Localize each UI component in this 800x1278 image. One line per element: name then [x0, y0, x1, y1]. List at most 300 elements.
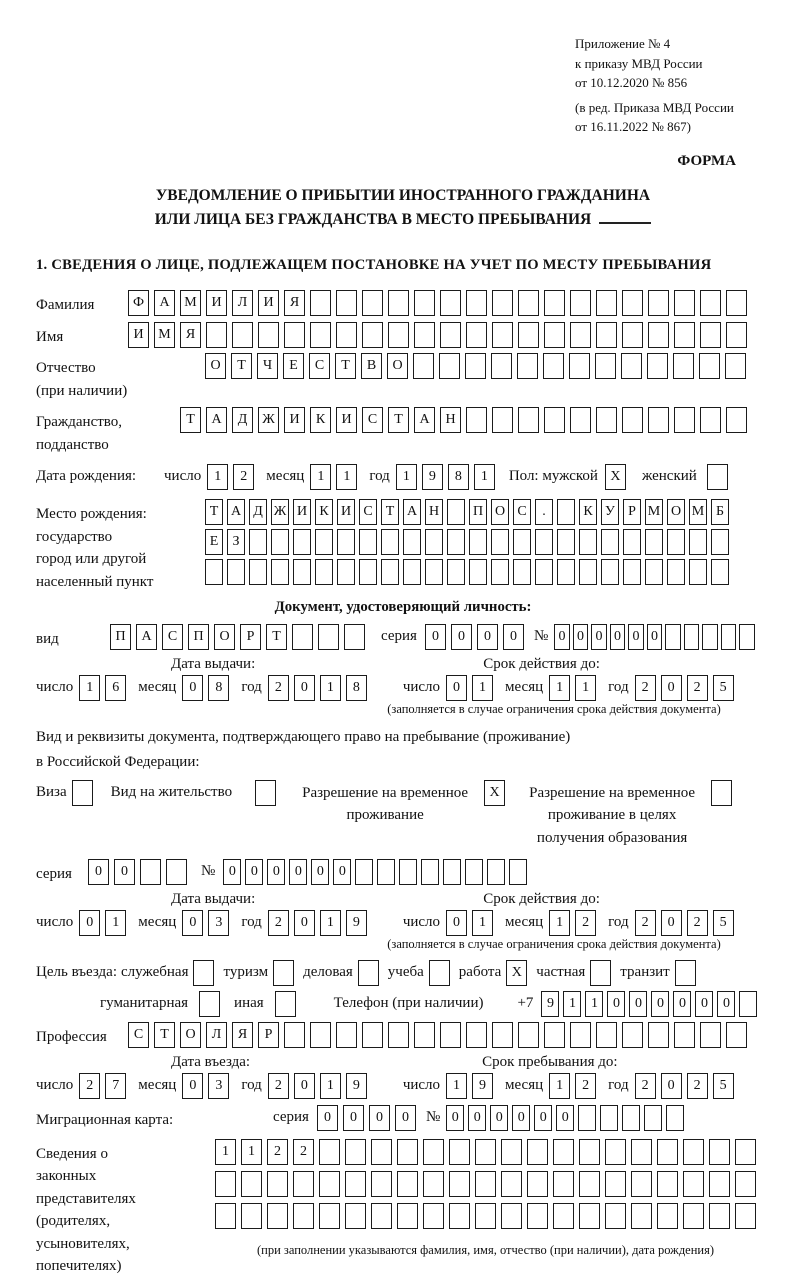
char-box[interactable]: 0	[446, 1105, 464, 1131]
char-box[interactable]	[600, 1105, 618, 1131]
char-box[interactable]	[403, 559, 421, 585]
char-box[interactable]: 0	[182, 675, 203, 701]
char-box[interactable]	[518, 407, 539, 433]
char-box[interactable]	[648, 1022, 669, 1048]
char-box[interactable]: 0	[661, 675, 682, 701]
char-box[interactable]	[371, 1139, 392, 1165]
char-box[interactable]: 2	[233, 464, 254, 490]
char-box[interactable]	[271, 529, 289, 555]
char-box[interactable]: Л	[206, 1022, 227, 1048]
char-box[interactable]: И	[206, 290, 227, 316]
char-box[interactable]	[440, 290, 461, 316]
char-box[interactable]: 2	[79, 1073, 100, 1099]
char-box[interactable]	[423, 1171, 444, 1197]
char-box[interactable]	[492, 322, 513, 348]
char-box[interactable]	[310, 290, 331, 316]
char-box[interactable]	[475, 1203, 496, 1229]
purpose-checkbox-3[interactable]	[429, 960, 450, 986]
char-box[interactable]: 8	[346, 675, 367, 701]
char-box[interactable]: П	[188, 624, 209, 650]
char-box[interactable]	[359, 559, 377, 585]
purpose-checkbox-2[interactable]	[358, 960, 379, 986]
char-box[interactable]: 1	[474, 464, 495, 490]
char-box[interactable]: 2	[687, 675, 708, 701]
char-box[interactable]	[491, 353, 512, 379]
char-box[interactable]	[726, 1022, 747, 1048]
char-box[interactable]	[284, 1022, 305, 1048]
char-box[interactable]: 0	[333, 859, 351, 885]
char-box[interactable]: 9	[422, 464, 443, 490]
char-box[interactable]	[645, 529, 663, 555]
char-box[interactable]	[465, 859, 483, 885]
char-box[interactable]	[371, 1171, 392, 1197]
char-box[interactable]	[492, 290, 513, 316]
char-box[interactable]: 0	[647, 624, 663, 650]
char-box[interactable]	[267, 1203, 288, 1229]
char-box[interactable]	[319, 1171, 340, 1197]
char-box[interactable]: Д	[249, 499, 267, 525]
vnj-checkbox[interactable]	[255, 780, 276, 806]
char-box[interactable]	[337, 529, 355, 555]
char-box[interactable]: 0	[468, 1105, 486, 1131]
char-box[interactable]	[648, 322, 669, 348]
char-box[interactable]: 0	[610, 624, 626, 650]
char-box[interactable]	[657, 1171, 678, 1197]
char-box[interactable]	[569, 353, 590, 379]
char-box[interactable]	[491, 559, 509, 585]
char-box[interactable]	[666, 1105, 684, 1131]
char-box[interactable]: 0	[294, 1073, 315, 1099]
char-box[interactable]	[310, 1022, 331, 1048]
char-box[interactable]	[579, 529, 597, 555]
char-box[interactable]: 0	[446, 675, 467, 701]
char-box[interactable]: 9	[472, 1073, 493, 1099]
char-box[interactable]	[674, 1022, 695, 1048]
char-box[interactable]	[362, 290, 383, 316]
char-box[interactable]: Я	[180, 322, 201, 348]
char-box[interactable]: 1	[207, 464, 228, 490]
char-box[interactable]: 9	[346, 1073, 367, 1099]
char-box[interactable]: 0	[607, 991, 625, 1017]
char-box[interactable]	[447, 559, 465, 585]
char-box[interactable]: 1	[549, 910, 570, 936]
char-box[interactable]	[399, 859, 417, 885]
char-box[interactable]: 0	[294, 910, 315, 936]
char-box[interactable]	[336, 1022, 357, 1048]
rvp-checkbox[interactable]: X	[484, 780, 505, 806]
char-box[interactable]	[215, 1203, 236, 1229]
char-box[interactable]	[645, 559, 663, 585]
char-box[interactable]	[310, 322, 331, 348]
other-purpose-checkbox[interactable]	[275, 991, 296, 1017]
char-box[interactable]	[674, 407, 695, 433]
char-box[interactable]: 0	[591, 624, 607, 650]
char-box[interactable]: 0	[673, 991, 691, 1017]
char-box[interactable]	[414, 290, 435, 316]
char-box[interactable]	[241, 1171, 262, 1197]
char-box[interactable]: 1	[575, 675, 596, 701]
char-box[interactable]	[700, 1022, 721, 1048]
char-box[interactable]: Т	[388, 407, 409, 433]
char-box[interactable]: Ф	[128, 290, 149, 316]
char-box[interactable]	[440, 322, 461, 348]
char-box[interactable]: Е	[283, 353, 304, 379]
char-box[interactable]: К	[315, 499, 333, 525]
char-box[interactable]	[557, 559, 575, 585]
char-box[interactable]	[140, 859, 161, 885]
char-box[interactable]	[596, 1022, 617, 1048]
char-box[interactable]	[601, 559, 619, 585]
char-box[interactable]	[413, 353, 434, 379]
char-box[interactable]: Т	[381, 499, 399, 525]
char-box[interactable]: 2	[687, 910, 708, 936]
char-box[interactable]	[337, 559, 355, 585]
char-box[interactable]: Н	[440, 407, 461, 433]
char-box[interactable]: Я	[232, 1022, 253, 1048]
char-box[interactable]	[673, 353, 694, 379]
char-box[interactable]	[596, 407, 617, 433]
char-box[interactable]	[725, 353, 746, 379]
char-box[interactable]	[388, 290, 409, 316]
char-box[interactable]: О	[214, 624, 235, 650]
char-box[interactable]	[491, 529, 509, 555]
char-box[interactable]: 0	[289, 859, 307, 885]
char-box[interactable]	[465, 353, 486, 379]
char-box[interactable]	[700, 290, 721, 316]
char-box[interactable]	[425, 529, 443, 555]
char-box[interactable]: А	[414, 407, 435, 433]
char-box[interactable]: В	[361, 353, 382, 379]
char-box[interactable]	[622, 290, 643, 316]
char-box[interactable]	[205, 559, 223, 585]
char-box[interactable]: 1	[79, 675, 100, 701]
char-box[interactable]: А	[227, 499, 245, 525]
char-box[interactable]	[421, 859, 439, 885]
char-box[interactable]	[293, 1203, 314, 1229]
char-box[interactable]	[414, 322, 435, 348]
char-box[interactable]	[605, 1171, 626, 1197]
char-box[interactable]	[595, 353, 616, 379]
char-box[interactable]: 0	[88, 859, 109, 885]
char-box[interactable]: 0	[294, 675, 315, 701]
purpose-checkbox-6[interactable]	[675, 960, 696, 986]
char-box[interactable]: 1	[549, 675, 570, 701]
char-box[interactable]: О	[180, 1022, 201, 1048]
char-box[interactable]: С	[362, 407, 383, 433]
char-box[interactable]: К	[579, 499, 597, 525]
char-box[interactable]	[605, 1203, 626, 1229]
purpose-checkbox-4[interactable]: X	[506, 960, 527, 986]
char-box[interactable]	[570, 407, 591, 433]
char-box[interactable]: 5	[713, 675, 734, 701]
char-box[interactable]	[674, 290, 695, 316]
char-box[interactable]: Т	[231, 353, 252, 379]
char-box[interactable]: О	[205, 353, 226, 379]
char-box[interactable]	[709, 1171, 730, 1197]
char-box[interactable]: 0	[182, 910, 203, 936]
char-box[interactable]: С	[513, 499, 531, 525]
char-box[interactable]	[665, 624, 681, 650]
char-box[interactable]: 1	[105, 910, 126, 936]
char-box[interactable]: Т	[205, 499, 223, 525]
char-box[interactable]: И	[337, 499, 355, 525]
char-box[interactable]: 0	[503, 624, 524, 650]
char-box[interactable]: 1	[563, 991, 581, 1017]
char-box[interactable]	[544, 1022, 565, 1048]
char-box[interactable]	[709, 1203, 730, 1229]
visa-checkbox[interactable]	[72, 780, 93, 806]
char-box[interactable]	[739, 991, 757, 1017]
char-box[interactable]	[721, 624, 737, 650]
char-box[interactable]	[449, 1139, 470, 1165]
char-box[interactable]	[518, 322, 539, 348]
char-box[interactable]	[622, 1105, 640, 1131]
char-box[interactable]	[423, 1139, 444, 1165]
char-box[interactable]: 2	[635, 675, 656, 701]
char-box[interactable]	[544, 290, 565, 316]
char-box[interactable]: А	[154, 290, 175, 316]
char-box[interactable]	[544, 322, 565, 348]
char-box[interactable]	[397, 1203, 418, 1229]
char-box[interactable]: 1	[472, 675, 493, 701]
char-box[interactable]: М	[180, 290, 201, 316]
char-box[interactable]	[397, 1139, 418, 1165]
char-box[interactable]	[319, 1139, 340, 1165]
char-box[interactable]	[579, 1203, 600, 1229]
char-box[interactable]	[206, 322, 227, 348]
char-box[interactable]	[319, 1203, 340, 1229]
char-box[interactable]	[371, 1203, 392, 1229]
char-box[interactable]	[241, 1203, 262, 1229]
char-box[interactable]: 0	[317, 1105, 338, 1131]
char-box[interactable]	[684, 624, 700, 650]
char-box[interactable]	[605, 1139, 626, 1165]
char-box[interactable]	[315, 529, 333, 555]
char-box[interactable]	[683, 1203, 704, 1229]
char-box[interactable]	[657, 1203, 678, 1229]
char-box[interactable]	[249, 529, 267, 555]
char-box[interactable]: И	[258, 290, 279, 316]
char-box[interactable]	[501, 1139, 522, 1165]
char-box[interactable]	[596, 322, 617, 348]
char-box[interactable]	[425, 559, 443, 585]
char-box[interactable]	[345, 1139, 366, 1165]
char-box[interactable]	[362, 1022, 383, 1048]
char-box[interactable]	[513, 529, 531, 555]
char-box[interactable]	[544, 407, 565, 433]
char-box[interactable]	[267, 1171, 288, 1197]
char-box[interactable]: М	[154, 322, 175, 348]
char-box[interactable]	[509, 859, 527, 885]
char-box[interactable]	[579, 1171, 600, 1197]
char-box[interactable]	[726, 407, 747, 433]
char-box[interactable]: 1	[585, 991, 603, 1017]
char-box[interactable]: 5	[713, 1073, 734, 1099]
char-box[interactable]: 2	[575, 1073, 596, 1099]
char-box[interactable]: 1	[320, 675, 341, 701]
female-checkbox[interactable]	[707, 464, 728, 490]
char-box[interactable]	[674, 322, 695, 348]
char-box[interactable]: С	[162, 624, 183, 650]
char-box[interactable]: 1	[336, 464, 357, 490]
char-box[interactable]	[443, 859, 461, 885]
char-box[interactable]	[466, 1022, 487, 1048]
char-box[interactable]	[711, 529, 729, 555]
char-box[interactable]	[553, 1203, 574, 1229]
char-box[interactable]: Р	[258, 1022, 279, 1048]
char-box[interactable]	[709, 1139, 730, 1165]
char-box[interactable]: 1	[320, 1073, 341, 1099]
char-box[interactable]	[449, 1171, 470, 1197]
char-box[interactable]: К	[310, 407, 331, 433]
char-box[interactable]	[466, 322, 487, 348]
char-box[interactable]	[596, 290, 617, 316]
char-box[interactable]: 1	[472, 910, 493, 936]
char-box[interactable]: 0	[182, 1073, 203, 1099]
char-box[interactable]: И	[284, 407, 305, 433]
char-box[interactable]: 0	[512, 1105, 530, 1131]
char-box[interactable]: 7	[105, 1073, 126, 1099]
char-box[interactable]: М	[689, 499, 707, 525]
char-box[interactable]	[557, 499, 575, 525]
char-box[interactable]	[475, 1171, 496, 1197]
char-box[interactable]: 0	[628, 624, 644, 650]
char-box[interactable]	[735, 1203, 756, 1229]
char-box[interactable]	[475, 1139, 496, 1165]
char-box[interactable]: Д	[232, 407, 253, 433]
char-box[interactable]	[667, 529, 685, 555]
char-box[interactable]: 2	[267, 1139, 288, 1165]
char-box[interactable]	[487, 859, 505, 885]
char-box[interactable]	[293, 559, 311, 585]
char-box[interactable]	[501, 1203, 522, 1229]
char-box[interactable]	[336, 290, 357, 316]
char-box[interactable]	[345, 1171, 366, 1197]
char-box[interactable]	[657, 1139, 678, 1165]
char-box[interactable]: 0	[223, 859, 241, 885]
char-box[interactable]	[535, 559, 553, 585]
char-box[interactable]: 1	[446, 1073, 467, 1099]
char-box[interactable]: Т	[266, 624, 287, 650]
char-box[interactable]: 0	[573, 624, 589, 650]
char-box[interactable]	[683, 1171, 704, 1197]
char-box[interactable]	[557, 529, 575, 555]
char-box[interactable]	[735, 1171, 756, 1197]
char-box[interactable]	[527, 1203, 548, 1229]
char-box[interactable]	[535, 529, 553, 555]
char-box[interactable]	[601, 529, 619, 555]
char-box[interactable]: 0	[556, 1105, 574, 1131]
char-box[interactable]	[492, 407, 513, 433]
char-box[interactable]	[631, 1171, 652, 1197]
char-box[interactable]	[579, 559, 597, 585]
char-box[interactable]: 2	[687, 1073, 708, 1099]
char-box[interactable]	[622, 1022, 643, 1048]
char-box[interactable]	[553, 1139, 574, 1165]
char-box[interactable]: 0	[446, 910, 467, 936]
char-box[interactable]: Е	[205, 529, 223, 555]
char-box[interactable]: 2	[268, 1073, 289, 1099]
char-box[interactable]	[355, 859, 373, 885]
char-box[interactable]	[466, 407, 487, 433]
char-box[interactable]: Ж	[258, 407, 279, 433]
char-box[interactable]: 0	[395, 1105, 416, 1131]
char-box[interactable]	[359, 529, 377, 555]
char-box[interactable]: 0	[245, 859, 263, 885]
char-box[interactable]: У	[601, 499, 619, 525]
char-box[interactable]	[631, 1203, 652, 1229]
char-box[interactable]	[699, 353, 720, 379]
char-box[interactable]: О	[667, 499, 685, 525]
char-box[interactable]: 2	[293, 1139, 314, 1165]
char-box[interactable]: 1	[549, 1073, 570, 1099]
char-box[interactable]: Ж	[271, 499, 289, 525]
char-box[interactable]: С	[359, 499, 377, 525]
char-box[interactable]	[621, 353, 642, 379]
char-box[interactable]: 0	[369, 1105, 390, 1131]
char-box[interactable]: С	[128, 1022, 149, 1048]
char-box[interactable]	[518, 290, 539, 316]
char-box[interactable]: О	[491, 499, 509, 525]
char-box[interactable]	[644, 1105, 662, 1131]
char-box[interactable]: И	[128, 322, 149, 348]
char-box[interactable]	[469, 529, 487, 555]
char-box[interactable]: Я	[284, 290, 305, 316]
char-box[interactable]	[469, 559, 487, 585]
char-box[interactable]	[683, 1139, 704, 1165]
char-box[interactable]	[517, 353, 538, 379]
char-box[interactable]	[315, 559, 333, 585]
char-box[interactable]: 0	[695, 991, 713, 1017]
char-box[interactable]: 0	[554, 624, 570, 650]
char-box[interactable]	[735, 1139, 756, 1165]
char-box[interactable]	[249, 559, 267, 585]
char-box[interactable]	[403, 529, 421, 555]
char-box[interactable]	[336, 322, 357, 348]
char-box[interactable]	[440, 1022, 461, 1048]
char-box[interactable]	[700, 407, 721, 433]
char-box[interactable]	[271, 559, 289, 585]
char-box[interactable]	[689, 559, 707, 585]
char-box[interactable]	[381, 529, 399, 555]
char-box[interactable]: А	[403, 499, 421, 525]
rvp-edu-checkbox[interactable]	[711, 780, 732, 806]
char-box[interactable]: 2	[635, 910, 656, 936]
char-box[interactable]	[345, 1203, 366, 1229]
char-box[interactable]: 0	[717, 991, 735, 1017]
char-box[interactable]	[447, 529, 465, 555]
char-box[interactable]	[362, 322, 383, 348]
char-box[interactable]: 2	[575, 910, 596, 936]
char-box[interactable]: 5	[713, 910, 734, 936]
char-box[interactable]	[527, 1171, 548, 1197]
male-checkbox[interactable]: X	[605, 464, 626, 490]
char-box[interactable]: Н	[425, 499, 443, 525]
char-box[interactable]	[711, 559, 729, 585]
purpose-checkbox-1[interactable]	[273, 960, 294, 986]
char-box[interactable]	[258, 322, 279, 348]
char-box[interactable]	[292, 624, 313, 650]
char-box[interactable]	[726, 290, 747, 316]
char-box[interactable]: 9	[346, 910, 367, 936]
char-box[interactable]: М	[645, 499, 663, 525]
char-box[interactable]: А	[136, 624, 157, 650]
char-box[interactable]: 1	[320, 910, 341, 936]
char-box[interactable]: 0	[629, 991, 647, 1017]
char-box[interactable]	[667, 559, 685, 585]
char-box[interactable]	[439, 353, 460, 379]
char-box[interactable]: 0	[477, 624, 498, 650]
